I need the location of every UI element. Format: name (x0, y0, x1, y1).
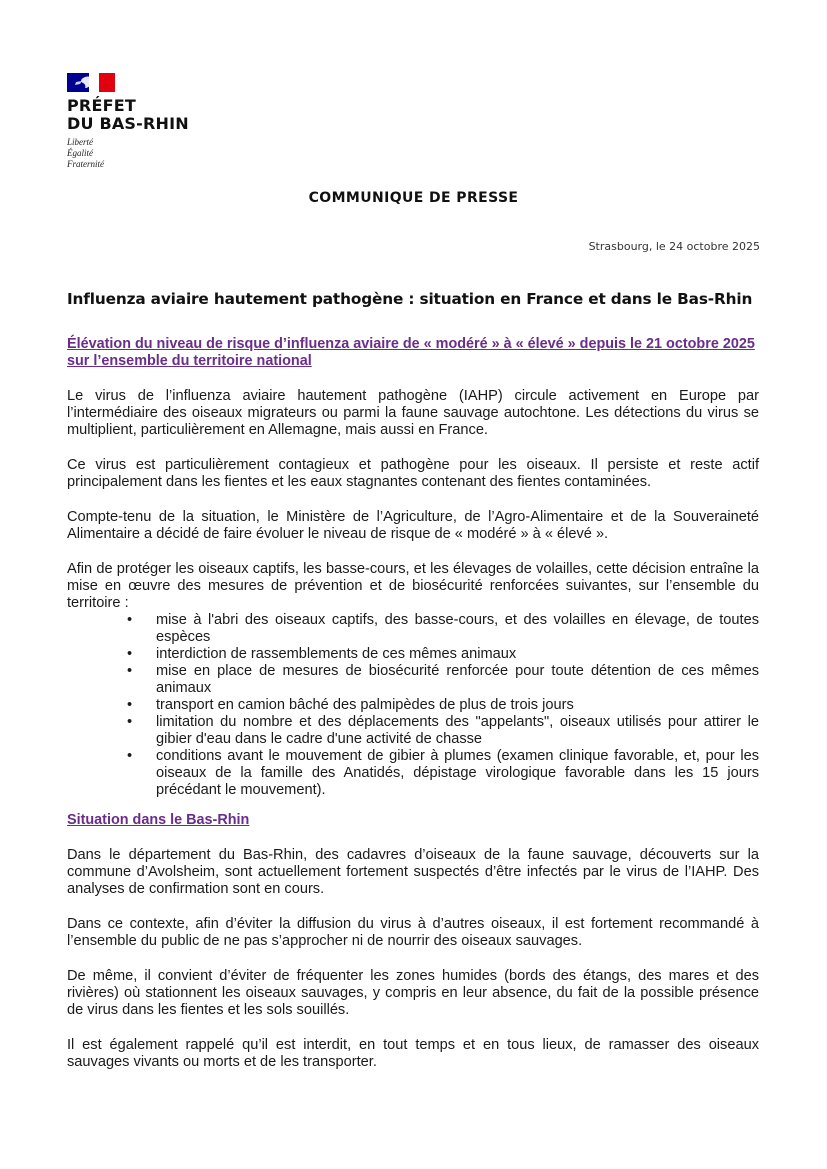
motto-liberte: Liberté (67, 137, 93, 147)
place-date: Strasbourg, le 24 octobre 2025 (588, 240, 760, 253)
paragraph: Il est également rappelé qu’il est interdit, en tout temps et en tous lieux, de ramasser des oiseaux sauvages vivants ou morts et de les transporter. (67, 1037, 759, 1070)
republic-motto (67, 137, 189, 170)
marianne-flag-icon (67, 73, 115, 92)
org-line-2: DU BAS-RHIN (67, 114, 189, 133)
paragraph: De même, il convient d’éviter de fréquenter les zones humides (bords des étangs, des mares et des rivières) où stationnent les oiseaux sauvages, y compris en leur absence, du fait de la possible présence de virus dans les fientes et les sols souillés. (67, 968, 759, 1018)
prefecture-logo (67, 73, 189, 170)
paragraph: Afin de protéger les oiseaux captifs, les basse-cours, et les élevages de volailles, cette décision entraîne la mise en œuvre des mesures de prévention et de biosécurité renforcées suivantes, sur l’ensemble du territoire : (67, 561, 759, 611)
paragraph: Dans ce contexte, afin d’éviter la diffusion du virus à d’autres oiseaux, il est fortement recommandé à l’ensemble du public de ne pas s’approcher ni de nourrir des oiseaux sauvages. (67, 916, 759, 949)
motto-egalite: Égalité (67, 148, 93, 158)
document-type-text: COMMUNIQUE DE PRESSE (308, 190, 519, 206)
press-release-headline: Influenza aviaire hautement pathogène : situation en France et dans le Bas-Rhin (67, 290, 753, 308)
section-1 (67, 336, 759, 799)
section-2-heading: Situation dans le Bas-Rhin (67, 812, 250, 828)
paragraph: Compte-tenu de la situation, le Ministère de l’Agriculture, de l’Agro-Alimentaire et de la Souveraineté Alimentaire a décidé de faire évoluer le niveau de risque de « modéré » à « élevé ». (67, 509, 759, 542)
org-line-1: PRÉFET (67, 96, 136, 115)
motto-fraternite: Fraternité (67, 159, 104, 169)
measures-list (67, 612, 759, 799)
list-item: • mise à l'abri des oiseaux captifs, des basse-cours, et des volailles en élevage, de toutes espèces (67, 612, 759, 646)
list-item: • conditions avant le mouvement de gibier à plumes (examen clinique favorable, et, pour les oiseaux de la famille des Anatidés, dépistage virologique favorable dans les 15 jours précédant le mouvement). (67, 748, 759, 799)
paragraph: Le virus de l’influenza aviaire hautement pathogène (IAHP) circule activement en Europe par l’intermédiaire des oiseaux migrateurs ou parmi la faune sauvage autochtone. Les détections du virus se multiplient, particulièrement en Allemagne, mais aussi en France. (67, 388, 759, 438)
list-item: • limitation du nombre et des déplacements des "appelants", oiseaux utilisés pour attirer le gibier d'eau dans le cadre d'une activité de chasse (67, 714, 759, 748)
section-1-heading: Élévation du niveau de risque d’influenza aviaire de « modéré » à « élevé » depuis le 21 octobre 2025 sur l’ensemble du territoire national (67, 336, 755, 369)
list-item: • interdiction de rassemblements de ces mêmes animaux (67, 646, 759, 663)
section-2 (67, 812, 759, 1071)
list-item: • mise en place de mesures de biosécurité renforcée pour toute détention de ces mêmes animaux (67, 663, 759, 697)
paragraph: Dans le département du Bas-Rhin, des cadavres d’oiseaux de la faune sauvage, découverts sur la commune d’Avolsheim, sont actuellement fortement suspectés d’être infectés par le virus de l’IAHP. Des analyses de confirmation sont en cours. (67, 847, 759, 897)
paragraph: Ce virus est particulièrement contagieux et pathogène pour les oiseaux. Il persiste et reste actif principalement dans les fientes et les eaux stagnantes contenant des fientes contaminées. (67, 457, 759, 490)
organization-name (67, 97, 189, 133)
list-item: • transport en camion bâché des palmipèdes de plus de trois jours (67, 697, 759, 714)
document-type-title (0, 190, 827, 206)
